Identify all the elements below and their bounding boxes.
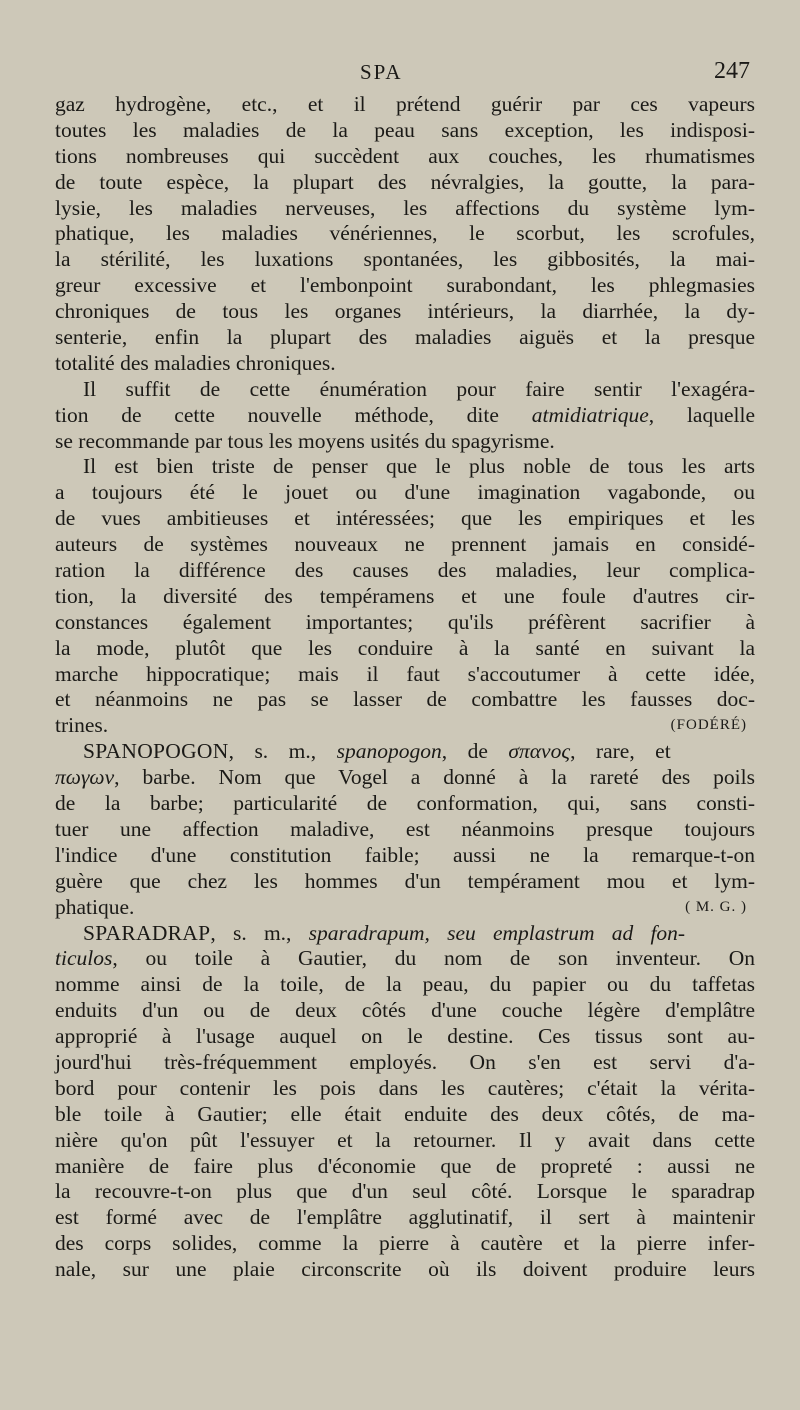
text-line: bord pour contenir les pois dans les cautères; c'était la vérita- — [55, 1075, 755, 1100]
text-line: nomme ainsi de la toile, de la peau, du papier ou du taffetas — [55, 972, 755, 997]
text-line: approprié à l'usage auquel on le destine. Ces tissus sont au- — [55, 1024, 755, 1049]
text-line: phatique, les maladies vénériennes, le scorbut, les scrofules, — [55, 221, 755, 246]
text-line: tions nombreuses qui succèdent aux couches, les rhumatismes — [55, 143, 755, 168]
text-line: la stérilité, les luxations spontanées, les gibbosités, la mai- — [55, 247, 755, 272]
text-line: se recommande par tous les moyens usités du spagyrisme. — [55, 428, 555, 453]
text-line: Il est bien triste de penser que le plus noble de tous les arts — [83, 454, 755, 479]
text-line: totalité des maladies chroniques. — [55, 350, 336, 375]
text-line: jourd'hui très-fréquemment employés. On s'en est servi d'a- — [55, 1049, 755, 1074]
text-line: greur excessive et l'embonpoint surabondant, les phlegmasies — [55, 273, 755, 298]
italic-term: ticulos — [55, 946, 113, 971]
text-line: auteurs de systèmes nouveaux ne prennent jamais en considé- — [55, 532, 755, 557]
greek-word: σπανος — [508, 739, 571, 764]
text-line: enduits d'un ou de deux côtés d'une couche légère d'emplâtre — [55, 998, 755, 1023]
text-line: nière qu'on pût l'essuyer et la retourner. Il y avait dans cette — [55, 1127, 755, 1152]
italic-term: sparadrapum, seu emplastrum ad fon- — [308, 920, 686, 945]
page-number: 247 — [714, 58, 750, 84]
entry-sparadrap-line — [55, 921, 755, 947]
text-fragment: , rare, et — [570, 739, 671, 764]
text-line: toutes les maladies de la peau sans exception, les indisposi- — [55, 117, 755, 142]
text-line: des corps solides, comme la pierre à cautère et la pierre infer- — [55, 1231, 755, 1256]
text-fragment: phatique. — [55, 894, 135, 919]
text-line: nale, sur une plaie circonscrite où ils doivent produire leurs — [55, 1257, 755, 1282]
text-fragment: , ou toile à Gautier, du nom de son inventeur. On — [112, 946, 755, 971]
author-signature: ( M. G. ) — [685, 898, 747, 915]
page-header — [0, 56, 800, 96]
text-fragment: , s. m., — [210, 920, 309, 945]
text-line — [55, 765, 755, 791]
entry-spanopogon-line — [55, 739, 755, 765]
text-line: et néanmoins ne pas se lasser de combattre les fausses doc- — [55, 687, 755, 712]
text-fragment: , de — [441, 739, 509, 764]
text-line: lysie, les maladies nerveuses, les affections du système lym- — [55, 195, 755, 220]
text-line — [55, 403, 755, 429]
text-line: manière de faire plus d'économie que de propreté : aussi ne — [55, 1153, 755, 1178]
author-signature: (FODÉRÉ) — [670, 717, 747, 734]
text-line — [55, 713, 755, 739]
body-text — [55, 92, 755, 1283]
text-line: la recouvre-t-on plus que d'un seul côté. Lorsque le sparadrap — [55, 1179, 755, 1204]
text-line: gaz hydrogène, etc., et il prétend guérir par ces vapeurs — [55, 92, 755, 116]
greek-word: πωγων — [55, 765, 115, 790]
text-line: tuer une affection maladive, est néanmoins presque toujours — [55, 816, 755, 841]
text-line: de toute espèce, la plupart des névralgies, la goutte, la para- — [55, 169, 755, 194]
text-line: guère que chez les hommes d'un tempérament mou et lym- — [55, 868, 755, 893]
text-line: est formé avec de l'emplâtre agglutinatif, il sert à maintenir — [55, 1205, 755, 1230]
text-fragment: trines. — [55, 713, 109, 738]
text-line: ble toile à Gautier; elle était enduite des deux côtés, de ma- — [55, 1101, 755, 1126]
text-line: chroniques de tous les organes intérieurs, la diarrhée, la dy- — [55, 299, 755, 324]
text-fragment: , laquelle — [648, 402, 755, 427]
entry-headword: SPANOPOGON — [83, 739, 229, 764]
text-line: la mode, plutôt que les conduire à la santé en suivant la — [55, 635, 755, 660]
running-head: SPA — [360, 60, 403, 84]
text-line: Il suffit de cette énumération pour faire sentir l'exagéra- — [83, 376, 755, 401]
text-line: de la barbe; particularité de conformation, qui, sans consti- — [55, 791, 755, 816]
text-line — [55, 946, 755, 972]
italic-term: spanopogon — [336, 739, 442, 764]
text-line: ration la différence des causes des maladies, leur complica- — [55, 558, 755, 583]
text-line: l'indice d'une constitution faible; aussi ne la remarque-t-on — [55, 842, 755, 867]
text-fragment: , barbe. Nom que Vogel a donné à la rareté des poils — [114, 765, 755, 790]
text-line: senterie, enfin la plupart des maladies aiguës et la presque — [55, 325, 755, 350]
text-line: tion, la diversité des tempéramens et une foule d'autres cir- — [55, 583, 755, 608]
entry-headword: SPARADRAP — [83, 920, 211, 945]
text-line: constances également importantes; qu'ils préfèrent sacrifier à — [55, 609, 755, 634]
text-line: marche hippocratique; mais il faut s'accoutumer à cette idée, — [55, 661, 755, 686]
text-fragment: , s. m., — [228, 739, 337, 764]
italic-term: atmidiatrique — [531, 402, 649, 427]
text-line — [55, 895, 755, 921]
text-fragment: tion de cette nouvelle méthode, dite — [55, 402, 532, 427]
text-line: a toujours été le jouet ou d'une imagination vagabonde, ou — [55, 480, 755, 505]
text-line: de vues ambitieuses et intéressées; que les empiriques et les — [55, 506, 755, 531]
